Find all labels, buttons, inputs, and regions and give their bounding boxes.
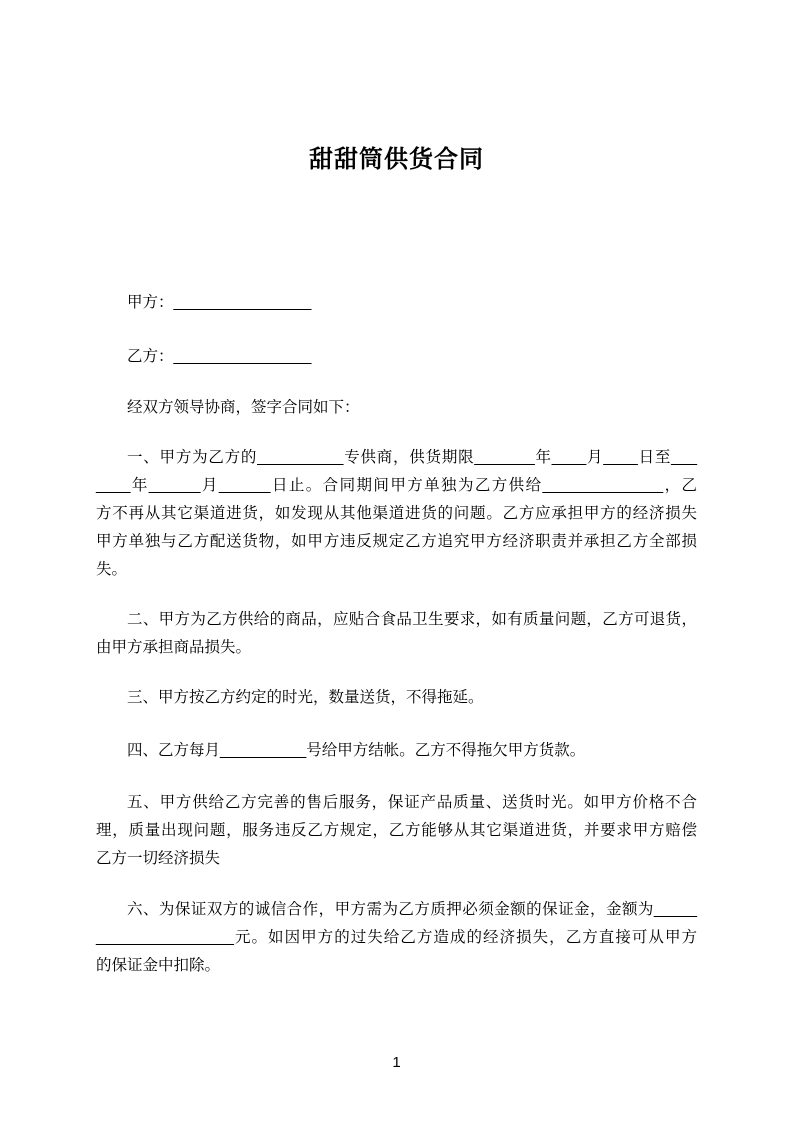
clause-6 xyxy=(96,896,697,980)
clause-2 xyxy=(96,606,697,662)
clause-line: ________________元。如因甲方的过失给乙方造成的经济损失，乙方直接可从甲方 xyxy=(96,929,697,946)
clause-4 xyxy=(96,737,697,765)
clause-line: 一、甲方为乙方的__________专供商，供货期限_______年____月____日至___ xyxy=(127,449,697,466)
clause-line: 失。 xyxy=(96,561,128,578)
clause-line: 甲方单独与乙方配送货物，如甲方违反规定乙方追究甲方经济职责并承担乙方全部损 xyxy=(96,533,697,550)
clause-line: ____年______月______日止。合同期间甲方单独为乙方供给______________，乙 xyxy=(96,477,697,494)
clause-5 xyxy=(96,789,697,873)
clause-line: 四、乙方每月__________号给甲方结帐。乙方不得拖欠甲方货款。 xyxy=(127,742,586,759)
clause-line: 六、为保证双方的诚信合作，甲方需为乙方质押必须金额的保证金，金额为_____ xyxy=(127,901,697,918)
clause-line: 五、甲方供给乙方完善的售后服务，保证产品质量、送货时光。如甲方价格不合 xyxy=(127,794,697,811)
document-title: 甜甜筒供货合同 xyxy=(309,146,484,173)
clause-line: 由甲方承担商品损失。 xyxy=(96,639,252,656)
clause-line: 的保证金中扣除。 xyxy=(96,957,221,974)
party-b-field: 乙方：________________ xyxy=(127,348,312,365)
clause-line: 方不再从其它渠道进货，如发现从其他渠道进货的问题。乙方应承担甲方的经济损失 xyxy=(96,505,697,522)
clause-3 xyxy=(96,684,697,712)
intro-line: 经双方领导协商，签字合同如下： xyxy=(127,399,360,416)
clause-1 xyxy=(96,444,697,584)
page-number: 1 xyxy=(392,1054,401,1071)
document-content xyxy=(96,143,697,1077)
party-a-field: 甲方：________________ xyxy=(127,294,312,311)
clause-line: 二、甲方为乙方供给的商品，应贴合食品卫生要求，如有质量问题，乙方可退货， xyxy=(127,611,697,628)
clause-line: 理，质量出现问题，服务违反乙方规定，乙方能够从其它渠道进货，并要求甲方赔偿 xyxy=(96,822,697,839)
clause-line: 乙方一切经济损失 xyxy=(96,850,221,867)
clause-line: 三、甲方按乙方约定的时光，数量送货，不得拖延。 xyxy=(127,689,484,706)
